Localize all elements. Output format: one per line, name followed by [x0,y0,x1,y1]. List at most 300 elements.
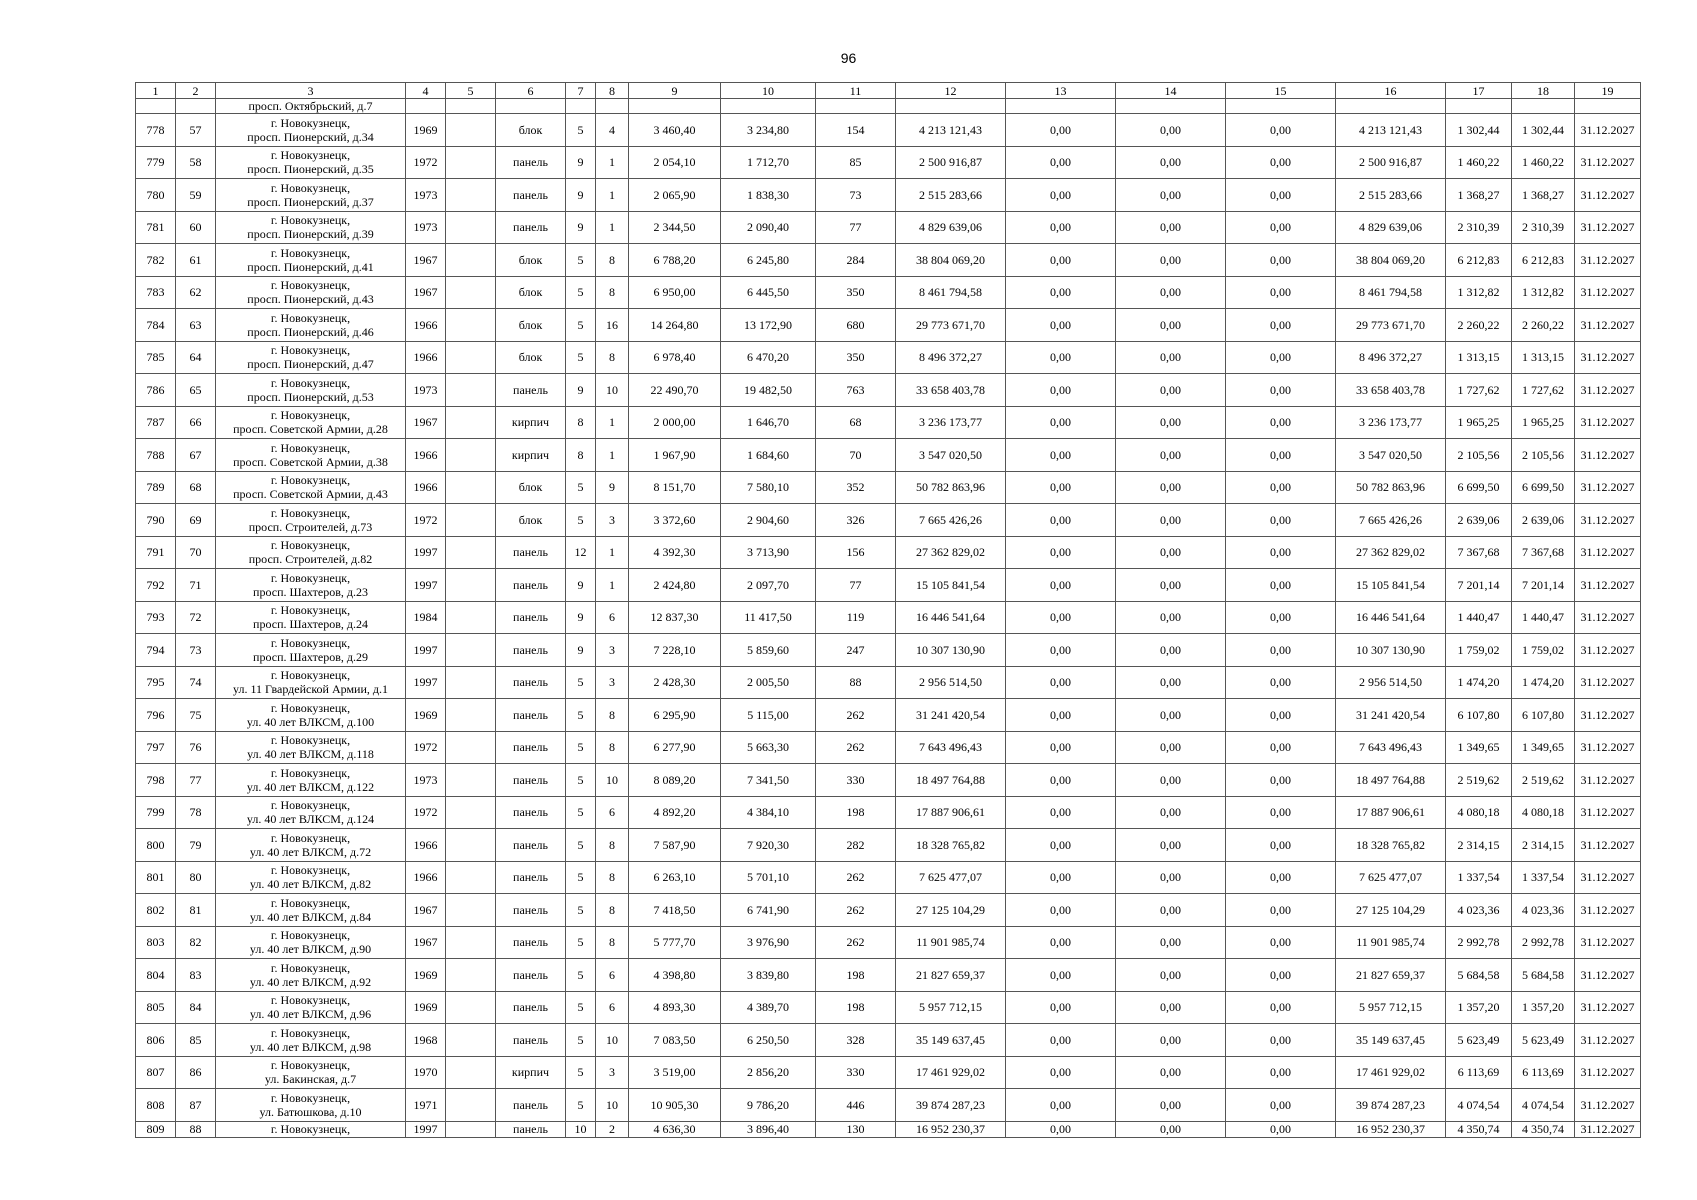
cell-col18: 1 357,20 [1512,991,1575,1024]
living-area: 3 896,40 [721,1121,816,1137]
cell-col5 [446,244,496,277]
cell-col14: 0,00 [1116,179,1226,212]
cell-col5 [446,211,496,244]
row-number: 792 [136,569,176,602]
table-row [136,536,1641,569]
cell-col15: 0,00 [1226,536,1336,569]
residents: 282 [816,829,896,862]
residents: 446 [816,1089,896,1122]
row-subnumber: 69 [176,504,216,537]
total-area: 6 950,00 [629,276,721,309]
address-street: просп. Пионерский, д.35 [247,162,374,177]
row-subnumber: 82 [176,926,216,959]
build-year: 1973 [406,179,446,212]
total-area: 4 398,80 [629,959,721,992]
build-year: 1969 [406,114,446,147]
row-number: 790 [136,504,176,537]
cell-col18: 7 201,14 [1512,569,1575,602]
cell-col17: 4 023,36 [1446,894,1512,927]
column-number-header [136,83,1641,99]
entrances: 8 [596,341,629,374]
row-subnumber: 70 [176,536,216,569]
cell-col17: 2 310,39 [1446,211,1512,244]
column-number: 9 [629,83,721,99]
cell-col14: 0,00 [1116,829,1226,862]
residents: 73 [816,179,896,212]
cell-col16: 21 827 659,37 [1336,959,1446,992]
total-cost: 16 446 541,64 [896,601,1006,634]
cell-col18: 5 623,49 [1512,1024,1575,1057]
total-cost: 27 125 104,29 [896,894,1006,927]
total-cost: 8 461 794,58 [896,276,1006,309]
address-cell [216,536,406,569]
row-subnumber: 79 [176,829,216,862]
living-area: 11 417,50 [721,601,816,634]
table-row [136,959,1641,992]
entrances: 10 [596,1089,629,1122]
living-area: 2 090,40 [721,211,816,244]
cell-col5 [446,179,496,212]
cell-col18: 6 212,83 [1512,244,1575,277]
wall-material: панель [496,1024,566,1057]
cell-col15: 0,00 [1226,634,1336,667]
cell-col13: 0,00 [1006,114,1116,147]
wall-material: панель [496,666,566,699]
living-area: 6 250,50 [721,1024,816,1057]
entrances: 2 [596,1121,629,1137]
cell-col17: 1 312,82 [1446,276,1512,309]
entrances: 6 [596,601,629,634]
cell-col16: 18 328 765,82 [1336,829,1446,862]
living-area: 6 741,90 [721,894,816,927]
cell-col16: 3 236 173,77 [1336,406,1446,439]
cell-col19 [1575,99,1641,114]
table-row [136,179,1641,212]
cell-col13: 0,00 [1006,569,1116,602]
wall-material: панель [496,179,566,212]
table-row [136,1121,1641,1137]
cell-col5 [446,991,496,1024]
wall-material: блок [496,341,566,374]
cell-col5 [446,146,496,179]
row-number: 779 [136,146,176,179]
cell-col15: 0,00 [1226,731,1336,764]
build-year: 1973 [406,374,446,407]
row-subnumber: 83 [176,959,216,992]
address-cell [216,504,406,537]
row-number: 791 [136,536,176,569]
address-street: ул. 40 лет ВЛКСМ, д.84 [249,909,372,924]
address-city: г. Новокузнецк, [270,245,351,260]
cell-col16: 50 782 863,96 [1336,471,1446,504]
total-cost: 39 874 287,23 [896,1089,1006,1122]
cell-col15: 0,00 [1226,1024,1336,1057]
column-number: 5 [446,83,496,99]
total-cost: 15 105 841,54 [896,569,1006,602]
cell-col15: 0,00 [1226,926,1336,959]
total-cost: 8 496 372,27 [896,341,1006,374]
address-cell [216,731,406,764]
cell-col18: 1 759,02 [1512,634,1575,667]
address-cell [216,406,406,439]
entrances: 8 [596,829,629,862]
wall-material: панель [496,959,566,992]
cell-col15: 0,00 [1226,699,1336,732]
cell-col5 [446,894,496,927]
address-city: г. Новокузнецк, [270,505,351,520]
total-area: 14 264,80 [629,309,721,342]
total-area: 22 490,70 [629,374,721,407]
address-street: просп. Пионерский, д.34 [247,129,374,144]
address-cell [216,764,406,797]
residents: 262 [816,731,896,764]
cell-col14: 0,00 [1116,439,1226,472]
table-row [136,634,1641,667]
cell-col15: 0,00 [1226,374,1336,407]
address-cell [216,666,406,699]
cell-col5 [446,699,496,732]
row-number: 788 [136,439,176,472]
living-area: 9 786,20 [721,1089,816,1122]
column-number: 19 [1575,83,1641,99]
living-area: 2 904,60 [721,504,816,537]
table-row [136,991,1641,1024]
cell-col13: 0,00 [1006,894,1116,927]
build-year: 1966 [406,439,446,472]
deadline-date: 31.12.2027 [1575,406,1641,439]
cell-col17: 1 349,65 [1446,731,1512,764]
address-city: г. Новокузнецк, [270,830,351,845]
build-year: 1972 [406,796,446,829]
cell-col17: 1 302,44 [1446,114,1512,147]
column-number: 15 [1226,83,1336,99]
row-subnumber: 76 [176,731,216,764]
address-cell [216,146,406,179]
total-cost: 11 901 985,74 [896,926,1006,959]
cell-col16: 2 500 916,87 [1336,146,1446,179]
cell-col15: 0,00 [1226,439,1336,472]
floors: 5 [566,894,596,927]
total-cost: 2 500 916,87 [896,146,1006,179]
row-subnumber: 59 [176,179,216,212]
wall-material: панель [496,1121,566,1137]
cell-col18: 1 313,15 [1512,341,1575,374]
cell-col18: 2 639,06 [1512,504,1575,537]
deadline-date: 31.12.2027 [1575,309,1641,342]
wall-material: панель [496,374,566,407]
column-number: 11 [816,83,896,99]
row-number: 789 [136,471,176,504]
address-city: г. Новокузнецк, [270,1058,351,1073]
total-area: 4 892,20 [629,796,721,829]
address-city: г. Новокузнецк, [270,408,351,423]
wall-material: кирпич [496,439,566,472]
floors: 5 [566,114,596,147]
living-area: 4 389,70 [721,991,816,1024]
wall-material: панель [496,829,566,862]
entrances: 3 [596,504,629,537]
table-row [136,1024,1641,1057]
table-row [136,731,1641,764]
address-street: ул. 40 лет ВЛКСМ, д.96 [249,1007,372,1022]
cell-col17: 6 113,69 [1446,1056,1512,1089]
cell-col13: 0,00 [1006,309,1116,342]
cell-col5 [446,99,496,114]
cell-col15: 0,00 [1226,146,1336,179]
deadline-date: 31.12.2027 [1575,569,1641,602]
total-cost: 7 643 496,43 [896,731,1006,764]
cell-col15: 0,00 [1226,894,1336,927]
address-city: г. Новокузнецк, [270,115,351,130]
living-area: 4 384,10 [721,796,816,829]
deadline-date: 31.12.2027 [1575,959,1641,992]
total-area: 6 978,40 [629,341,721,374]
address-city: г. Новокузнецк, [270,733,351,748]
address-street: ул. Бакинская, д.7 [264,1072,357,1087]
deadline-date: 31.12.2027 [1575,666,1641,699]
cell-col17: 6 699,50 [1446,471,1512,504]
cell-col14: 0,00 [1116,731,1226,764]
address-cell [216,211,406,244]
deadline-date: 31.12.2027 [1575,536,1641,569]
address-city: г. Новокузнецк, [270,1025,351,1040]
cell-col17: 2 105,56 [1446,439,1512,472]
address-city: г. Новокузнецк, [270,700,351,715]
cell-col18: 2 519,62 [1512,764,1575,797]
entrances: 1 [596,146,629,179]
floors: 5 [566,1089,596,1122]
table-row [136,309,1641,342]
cell-col13: 0,00 [1006,406,1116,439]
floors: 5 [566,1056,596,1089]
address-street: ул. 40 лет ВЛКСМ, д.90 [249,942,372,957]
floors: 5 [566,666,596,699]
address-city: г. Новокузнецк, [270,798,351,813]
cell-col16: 38 804 069,20 [1336,244,1446,277]
cell-col8 [596,99,629,114]
column-number: 8 [596,83,629,99]
total-cost: 29 773 671,70 [896,309,1006,342]
cell-col17: 4 074,54 [1446,1089,1512,1122]
cell-col18: 4 080,18 [1512,796,1575,829]
deadline-date: 31.12.2027 [1575,926,1641,959]
entrances: 3 [596,666,629,699]
total-cost: 3 547 020,50 [896,439,1006,472]
table-row [136,861,1641,894]
entrances: 8 [596,861,629,894]
build-year: 1997 [406,634,446,667]
wall-material: панель [496,569,566,602]
row-number: 782 [136,244,176,277]
cell-col14: 0,00 [1116,471,1226,504]
cell-col18: 1 440,47 [1512,601,1575,634]
cell-col2 [176,99,216,114]
cell-col13: 0,00 [1006,211,1116,244]
cell-col16: 18 497 764,88 [1336,764,1446,797]
row-number: 797 [136,731,176,764]
cell-col14: 0,00 [1116,894,1226,927]
living-area: 1 684,60 [721,439,816,472]
cell-col13: 0,00 [1006,276,1116,309]
table-row [136,406,1641,439]
cell-col5 [446,341,496,374]
total-cost: 27 362 829,02 [896,536,1006,569]
cell-col4 [406,99,446,114]
deadline-date: 31.12.2027 [1575,796,1641,829]
living-area: 3 713,90 [721,536,816,569]
deadline-date: 31.12.2027 [1575,634,1641,667]
total-area: 2 000,00 [629,406,721,439]
cell-col17: 2 519,62 [1446,764,1512,797]
living-area: 7 341,50 [721,764,816,797]
deadline-date: 31.12.2027 [1575,244,1641,277]
floors: 5 [566,861,596,894]
cell-col16: 7 665 426,26 [1336,504,1446,537]
cell-col15: 0,00 [1226,341,1336,374]
build-year: 1972 [406,146,446,179]
cell-col18: 1 965,25 [1512,406,1575,439]
cell-col13: 0,00 [1006,861,1116,894]
cell-col17: 1 460,22 [1446,146,1512,179]
entrances: 10 [596,764,629,797]
floors: 12 [566,536,596,569]
deadline-date: 31.12.2027 [1575,1089,1641,1122]
cell-col16: 16 952 230,37 [1336,1121,1446,1137]
address-cell [216,959,406,992]
column-number: 12 [896,83,1006,99]
cell-col15: 0,00 [1226,211,1336,244]
table-row [136,699,1641,732]
floors: 8 [566,439,596,472]
cell-col18: 2 992,78 [1512,926,1575,959]
deadline-date: 31.12.2027 [1575,504,1641,537]
residents: 350 [816,276,896,309]
residents: 284 [816,244,896,277]
cell-col15: 0,00 [1226,1121,1336,1137]
cell-col15: 0,00 [1226,244,1336,277]
cell-col16: 7 625 477,07 [1336,861,1446,894]
row-subnumber: 63 [176,309,216,342]
address-street: ул. 40 лет ВЛКСМ, д.122 [246,779,375,794]
build-year: 1966 [406,309,446,342]
cell-col17 [1446,99,1512,114]
cell-col5 [446,309,496,342]
total-area: 2 428,30 [629,666,721,699]
cell-col5 [446,114,496,147]
entrances: 1 [596,569,629,602]
cell-col18: 2 105,56 [1512,439,1575,472]
row-subnumber: 73 [176,634,216,667]
deadline-date: 31.12.2027 [1575,829,1641,862]
living-area: 13 172,90 [721,309,816,342]
cell-col17: 2 992,78 [1446,926,1512,959]
table-row [136,569,1641,602]
row-subnumber: 78 [176,796,216,829]
cell-col18: 6 113,69 [1512,1056,1575,1089]
cell-col13: 0,00 [1006,504,1116,537]
cell-col5 [446,861,496,894]
address-cell [216,114,406,147]
column-number: 14 [1116,83,1226,99]
address-cell [216,991,406,1024]
cell-col18: 1 337,54 [1512,861,1575,894]
row-number: 778 [136,114,176,147]
residents: 763 [816,374,896,407]
floors: 5 [566,471,596,504]
address-street: просп. Шахтеров, д.24 [253,617,368,632]
cell-col5 [446,959,496,992]
total-area: 7 587,90 [629,829,721,862]
cell-col16: 8 461 794,58 [1336,276,1446,309]
table-row [136,666,1641,699]
address-cell [216,1056,406,1089]
cell-col13: 0,00 [1006,1089,1116,1122]
cell-col13: 0,00 [1006,634,1116,667]
cell-col17: 1 368,27 [1446,179,1512,212]
row-number: 800 [136,829,176,862]
address-street: ул. 40 лет ВЛКСМ, д.98 [249,1039,372,1054]
floors: 5 [566,829,596,862]
column-number: 1 [136,83,176,99]
address-city: г. Новокузнецк, [270,473,351,488]
cell-col17: 7 201,14 [1446,569,1512,602]
total-area: 1 967,90 [629,439,721,472]
living-area: 6 245,80 [721,244,816,277]
build-year: 1967 [406,406,446,439]
entrances: 10 [596,1024,629,1057]
cell-col15: 0,00 [1226,471,1336,504]
cell-col5 [446,1089,496,1122]
cell-col18: 1 460,22 [1512,146,1575,179]
total-area: 7 083,50 [629,1024,721,1057]
entrances: 6 [596,796,629,829]
residents: 154 [816,114,896,147]
row-subnumber: 57 [176,114,216,147]
cell-col18: 1 368,27 [1512,179,1575,212]
cell-col5 [446,796,496,829]
residents: 330 [816,764,896,797]
row-subnumber: 87 [176,1089,216,1122]
table-row [136,114,1641,147]
address-city: г. Новокузнецк, [270,1122,351,1136]
wall-material: блок [496,504,566,537]
row-subnumber: 88 [176,1121,216,1137]
residents: 326 [816,504,896,537]
cell-col18: 2 310,39 [1512,211,1575,244]
cell-col16: 5 957 712,15 [1336,991,1446,1024]
wall-material: панель [496,601,566,634]
address-street: просп. Пионерский, д.37 [247,194,374,209]
build-year: 1969 [406,959,446,992]
living-area: 1 712,70 [721,146,816,179]
build-year: 1997 [406,536,446,569]
cell-col15: 0,00 [1226,666,1336,699]
table-row [136,439,1641,472]
wall-material: панель [496,894,566,927]
build-year: 1967 [406,276,446,309]
total-cost: 5 957 712,15 [896,991,1006,1024]
address-street: просп. Пионерский, д.43 [247,292,374,307]
living-area: 5 701,10 [721,861,816,894]
cell-col13: 0,00 [1006,731,1116,764]
deadline-date: 31.12.2027 [1575,861,1641,894]
table-row [136,504,1641,537]
entrances: 3 [596,1056,629,1089]
deadline-date: 31.12.2027 [1575,764,1641,797]
cell-col5 [446,1121,496,1137]
cell-col16: 17 887 906,61 [1336,796,1446,829]
living-area: 7 920,30 [721,829,816,862]
